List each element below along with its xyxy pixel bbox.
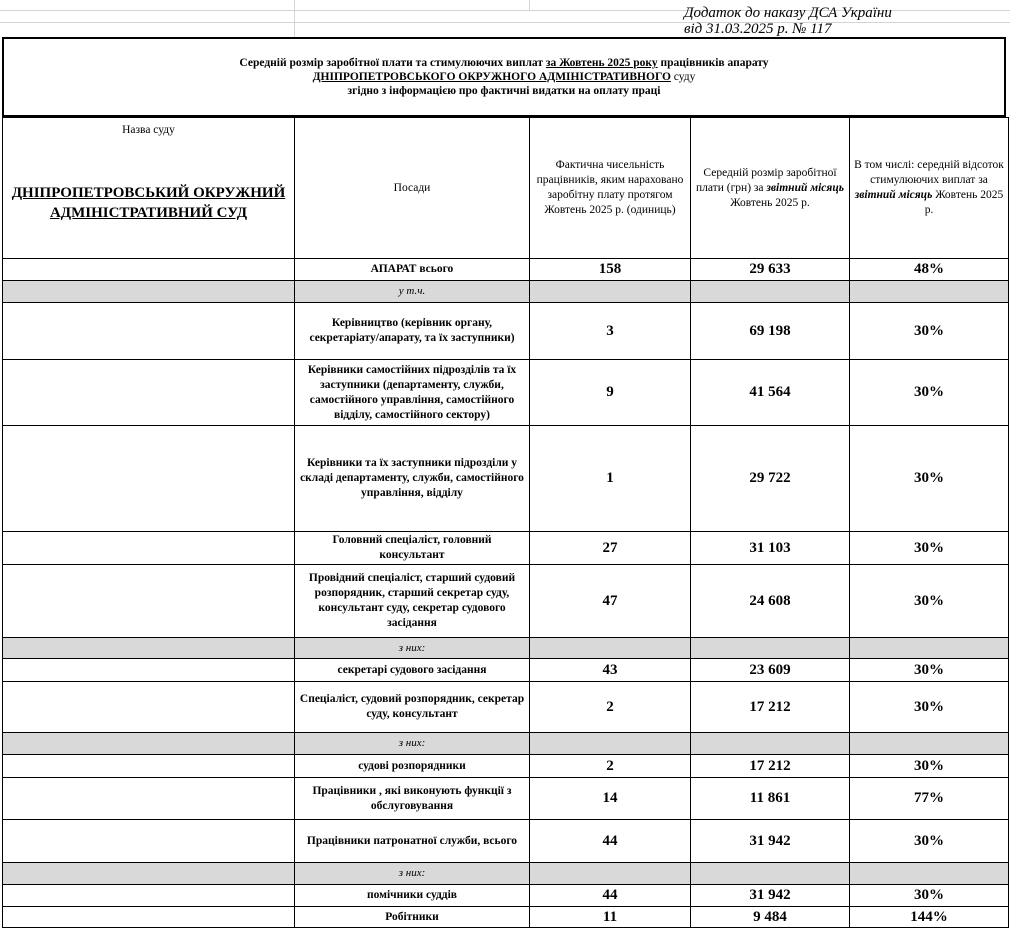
table-row (3, 820, 1009, 863)
bonus-cell: 144% (850, 907, 1009, 928)
count-cell: 43 (530, 659, 691, 682)
empty-cell (3, 733, 295, 755)
table-row (3, 426, 1009, 532)
salary-cell: 24 608 (691, 565, 850, 638)
count-cell: 47 (530, 565, 691, 638)
empty-cell (3, 281, 295, 303)
bonus-header-period: звітний місяць (854, 189, 933, 201)
empty-cell (691, 863, 850, 885)
position-cell: Спеціаліст, судовий розпорядник, секретар суду, консультант (295, 682, 530, 733)
bonus-cell: 30% (850, 303, 1009, 360)
salary-cell: 41 564 (691, 360, 850, 426)
empty-cell (850, 281, 1009, 303)
salary-header-month: Жовтень 2025 р. (730, 196, 810, 209)
bonus-cell: 30% (850, 360, 1009, 426)
bonus-cell: 77% (850, 778, 1009, 820)
bonus-cell: 30% (850, 682, 1009, 733)
bonus-header-month: Жовтень 2025 р. (924, 189, 1004, 216)
count-cell: 44 (530, 885, 691, 907)
empty-cell (850, 638, 1009, 659)
salary-header (691, 118, 850, 259)
empty-cell (530, 281, 691, 303)
empty-cell (3, 863, 295, 885)
report-title (2, 37, 1006, 117)
table-row (3, 907, 1009, 928)
order-reference: від 31.03.2025 р. № 117 (684, 21, 832, 37)
header-row (3, 118, 1009, 259)
separator-label: з них: (295, 733, 530, 755)
bonus-cell: 30% (850, 565, 1009, 638)
empty-cell (530, 733, 691, 755)
title-period: за Жовтень 2025 року (545, 57, 658, 69)
table-row (3, 682, 1009, 733)
bonus-cell: 30% (850, 755, 1009, 778)
empty-cell (691, 638, 850, 659)
table-row (3, 303, 1009, 360)
group-separator-row (3, 281, 1009, 303)
salary-cell: 31 103 (691, 532, 850, 565)
count-cell: 27 (530, 532, 691, 565)
empty-cell (3, 755, 295, 778)
position-cell: Робітники (295, 907, 530, 928)
table-row (3, 778, 1009, 820)
empty-cell (3, 907, 295, 928)
title-subtitle: згідно з інформацією про фактичні видатки на оплату праці (347, 85, 661, 97)
empty-cell (530, 638, 691, 659)
empty-cell (3, 565, 295, 638)
count-cell: 2 (530, 755, 691, 778)
table-row (3, 885, 1009, 907)
title-court: ДНІПРОПЕТРОВСЬКОГО ОКРУЖНОГО АДМІНІСТРАТИВНОГО (312, 71, 671, 83)
salary-cell: 69 198 (691, 303, 850, 360)
separator-label: у т.ч. (295, 281, 530, 303)
court-label: Назва суду (122, 124, 175, 136)
bonus-cell: 30% (850, 885, 1009, 907)
position-cell: АПАРАТ всього (295, 259, 530, 281)
position-cell: Головний спеціаліст, головний консультант (295, 532, 530, 565)
title-text-2: працівників апарату (657, 57, 769, 69)
position-cell: помічники суддів (295, 885, 530, 907)
court-name: ДНІПРОПЕТРОВСЬКИЙ ОКРУЖНИЙ АДМІНІСТРАТИВНИЙ СУД (11, 185, 286, 221)
empty-cell (3, 885, 295, 907)
position-cell: Керівництво (керівник органу, секретаріату/апарату, та їх заступники) (295, 303, 530, 360)
salary-cell: 31 942 (691, 885, 850, 907)
salary-cell: 29 633 (691, 259, 850, 281)
bonus-header-text: В том числі: середній відсоток стимулюючих виплат за (854, 159, 1004, 186)
salary-cell: 9 484 (691, 907, 850, 928)
table-row (3, 259, 1009, 281)
table-row (3, 565, 1009, 638)
empty-cell (530, 863, 691, 885)
empty-cell (691, 733, 850, 755)
position-cell: Працівники патронатної служби, всього (295, 820, 530, 863)
bonus-cell: 30% (850, 659, 1009, 682)
salary-cell: 29 722 (691, 426, 850, 532)
salary-cell: 17 212 (691, 682, 850, 733)
bonus-header (850, 118, 1009, 259)
count-cell: 158 (530, 259, 691, 281)
bonus-cell: 30% (850, 820, 1009, 863)
empty-cell (3, 638, 295, 659)
count-cell: 2 (530, 682, 691, 733)
salary-cell: 23 609 (691, 659, 850, 682)
bonus-cell: 30% (850, 532, 1009, 565)
count-cell: 14 (530, 778, 691, 820)
group-separator-row (3, 733, 1009, 755)
empty-cell (3, 682, 295, 733)
count-cell: 11 (530, 907, 691, 928)
count-cell: 44 (530, 820, 691, 863)
bonus-cell: 48% (850, 259, 1009, 281)
position-cell: Керівники та їх заступники підрозділи у складі департаменту, служби, самостійного управління, відділу (295, 426, 530, 532)
empty-cell (3, 532, 295, 565)
table-row (3, 532, 1009, 565)
count-header: Фактична чисельність працівників, яким нараховано заробітну плату протягом Жовтень 2025 р. (одиниць) (530, 118, 691, 259)
empty-cell (3, 303, 295, 360)
empty-cell (3, 820, 295, 863)
empty-cell (850, 733, 1009, 755)
court-name-cell (3, 118, 295, 259)
bonus-cell: 30% (850, 426, 1009, 532)
group-separator-row (3, 638, 1009, 659)
empty-cell (850, 863, 1009, 885)
empty-cell (3, 778, 295, 820)
empty-cell (3, 659, 295, 682)
salary-cell: 11 861 (691, 778, 850, 820)
position-cell: секретарі судового засідання (295, 659, 530, 682)
group-separator-row (3, 863, 1009, 885)
salary-header-period: звітний місяць (766, 181, 844, 194)
separator-label: з них: (295, 863, 530, 885)
empty-cell (691, 281, 850, 303)
table-row (3, 360, 1009, 426)
position-cell: судові розпорядники (295, 755, 530, 778)
salary-cell: 17 212 (691, 755, 850, 778)
positions-header: Посади (295, 118, 530, 259)
count-cell: 3 (530, 303, 691, 360)
salary-header-text: Середній розмір заробітної плати (грн) за (695, 166, 837, 194)
count-cell: 1 (530, 426, 691, 532)
position-cell: Провідний спеціаліст, старший судовий розпорядник, старший секретар суду, консультант суду, секретар судового засідання (295, 565, 530, 638)
position-cell: Керівники самостійних підрозділів та їх заступники (департаменту, служби, самостійного управління, самостійного відділу, самостійного сектору) (295, 360, 530, 426)
position-cell: Працівники , які виконують функції з обслуговування (295, 778, 530, 820)
title-text: Середній розмір заробітної плати та стимулюючих виплат (239, 57, 546, 69)
appendix-note: Додаток до наказу ДСА України (684, 5, 892, 21)
table-row (3, 659, 1009, 682)
count-cell: 9 (530, 360, 691, 426)
empty-cell (3, 426, 295, 532)
empty-cell (3, 360, 295, 426)
salary-table (2, 117, 1009, 928)
empty-cell (3, 259, 295, 281)
separator-label: з них: (295, 638, 530, 659)
salary-cell: 31 942 (691, 820, 850, 863)
title-suffix: суду (670, 71, 696, 83)
table-row (3, 755, 1009, 778)
